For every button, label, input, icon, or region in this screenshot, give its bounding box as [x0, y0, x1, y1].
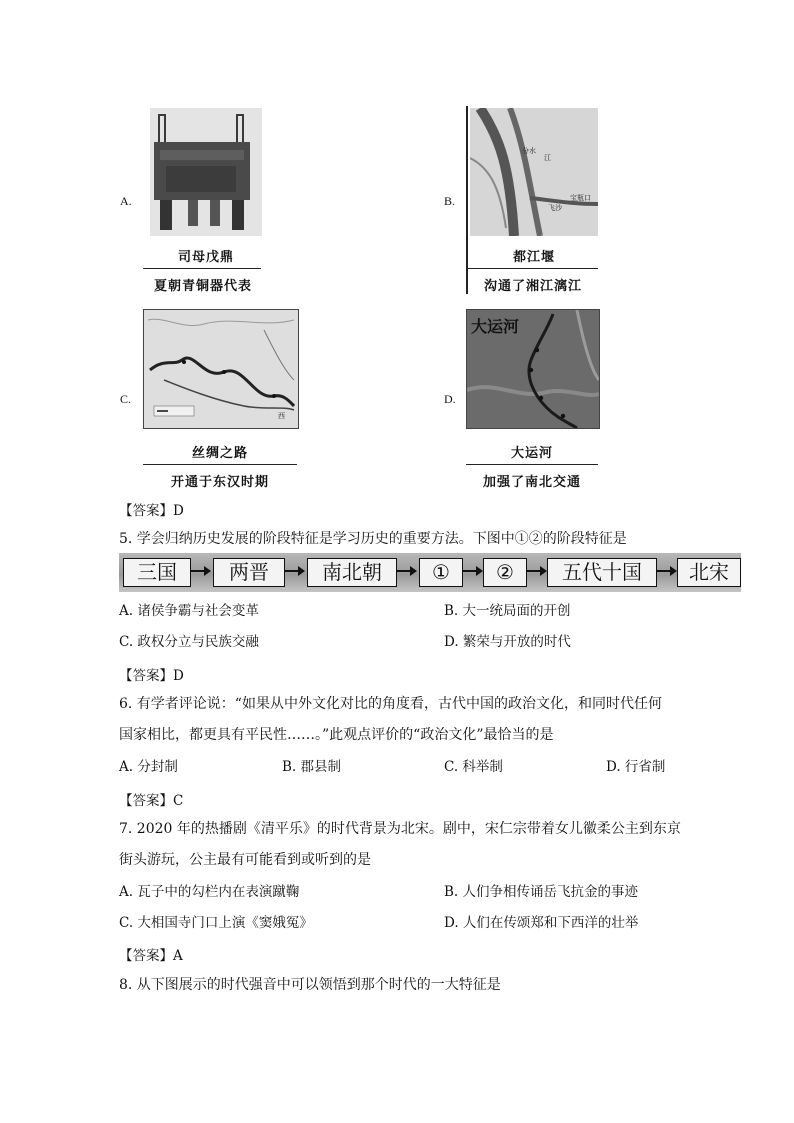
option-c-letter: C. [120, 392, 132, 406]
q7-answer: 【答案】A [119, 948, 183, 964]
q6-stem-line2: 国家相比，都更具有平民性……。”此观点评价的“政治文化”最恰当的是 [119, 727, 554, 743]
option-d-divider [466, 464, 598, 465]
q7-stem-line2: 街头游玩，公主最有可能看到或听到的是 [119, 852, 371, 868]
q6-answer: 【答案】C [119, 793, 184, 809]
option-c-caption: 丝绸之路 [191, 446, 248, 461]
option-a-letter: A. [120, 194, 132, 208]
timeline-box-5: ② [483, 558, 527, 587]
q8-stem: 8. 从下图展示的时代强音中可以领悟到那个时代的一大特征是 [119, 977, 501, 993]
option-d-desc: 加强了南北交通 [482, 475, 581, 490]
option-b-desc: 沟通了湘江漓江 [483, 279, 582, 294]
timeline-box-3: 南北朝 [307, 558, 397, 587]
grand-canal-map [466, 309, 600, 429]
q7-option-d: D. 人们在传颂郑和下西洋的壮举 [444, 915, 639, 931]
timeline-arrow [527, 570, 545, 572]
svg-text:江: 江 [544, 154, 551, 162]
q6-option-d: D. 行省制 [606, 759, 666, 775]
dujiangyan-map [470, 108, 598, 236]
option-d-letter: D. [444, 392, 456, 406]
option-b-vline [466, 106, 468, 294]
q6-option-c: C. 科举制 [444, 759, 503, 775]
q4-answer: 【答案】D [119, 503, 184, 519]
q6-option-a: A. 分封制 [119, 759, 178, 775]
timeline-box-2: 两晋 [213, 558, 285, 587]
q5-option-d: D. 繁荣与开放的时代 [444, 634, 571, 650]
option-c-divider [143, 464, 297, 465]
option-a-divider [143, 268, 261, 269]
timeline-arrow [463, 570, 481, 572]
q5-answer: 【答案】D [119, 668, 184, 684]
q7-option-a: A. 瓦子中的勾栏内在表演蹴鞠 [119, 884, 300, 900]
timeline-arrow [285, 570, 303, 572]
q5-stem: 5. 学会归纳历史发展的阶段特征是学习历史的重要方法。下图中①②的阶段特征是 [119, 531, 627, 547]
q7-option-b: B. 人们争相传诵岳飞抗金的事迹 [444, 884, 639, 900]
option-d-caption: 大运河 [510, 446, 553, 461]
dynasty-timeline [119, 553, 741, 592]
q5-option-a: A. 诸侯争霸与社会变革 [119, 603, 259, 619]
timeline-arrow [191, 570, 209, 572]
q7-option-c: C. 大相国寺门口上演《窦娥冤》 [119, 915, 313, 931]
option-b-divider [466, 268, 598, 269]
option-c-desc: 开通于东汉时期 [170, 475, 269, 490]
q5-option-b: B. 大一统局面的开创 [444, 603, 571, 619]
silk-road-map [143, 309, 299, 429]
svg-text:分水: 分水 [522, 147, 536, 155]
svg-text:西: 西 [278, 412, 285, 420]
q7-stem-line1: 7. 2020 年的热播剧《清平乐》的时代背景为北宋。剧中，宋仁宗带着女儿徽柔公主到东京 [119, 821, 681, 837]
timeline-box-6: 五代十国 [547, 558, 657, 587]
timeline-arrow [397, 570, 415, 572]
timeline-box-1: 三国 [123, 558, 191, 587]
option-a-caption: 司母戊鼎 [177, 250, 234, 265]
timeline-box-7: 北宋 [677, 558, 741, 587]
svg-text:宝瓶口: 宝瓶口 [570, 194, 591, 202]
q5-option-c: C. 政权分立与民族交融 [119, 634, 259, 650]
map-title: 大运河 [471, 317, 520, 336]
svg-text:飞沙: 飞沙 [548, 204, 562, 212]
q6-stem-line1: 6. 有学者评论说：“如果从中外文化对比的角度看，古代中国的政治文化，和同时代任何 [119, 696, 662, 712]
q6-option-b: B. 郡县制 [282, 759, 342, 775]
option-a-desc: 夏朝青铜器代表 [153, 279, 252, 294]
option-b-letter: B. [444, 194, 456, 208]
option-b-caption: 都江堰 [512, 250, 555, 265]
timeline-box-4: ① [419, 558, 463, 587]
timeline-arrow [657, 570, 675, 572]
ding-photo [150, 108, 262, 236]
